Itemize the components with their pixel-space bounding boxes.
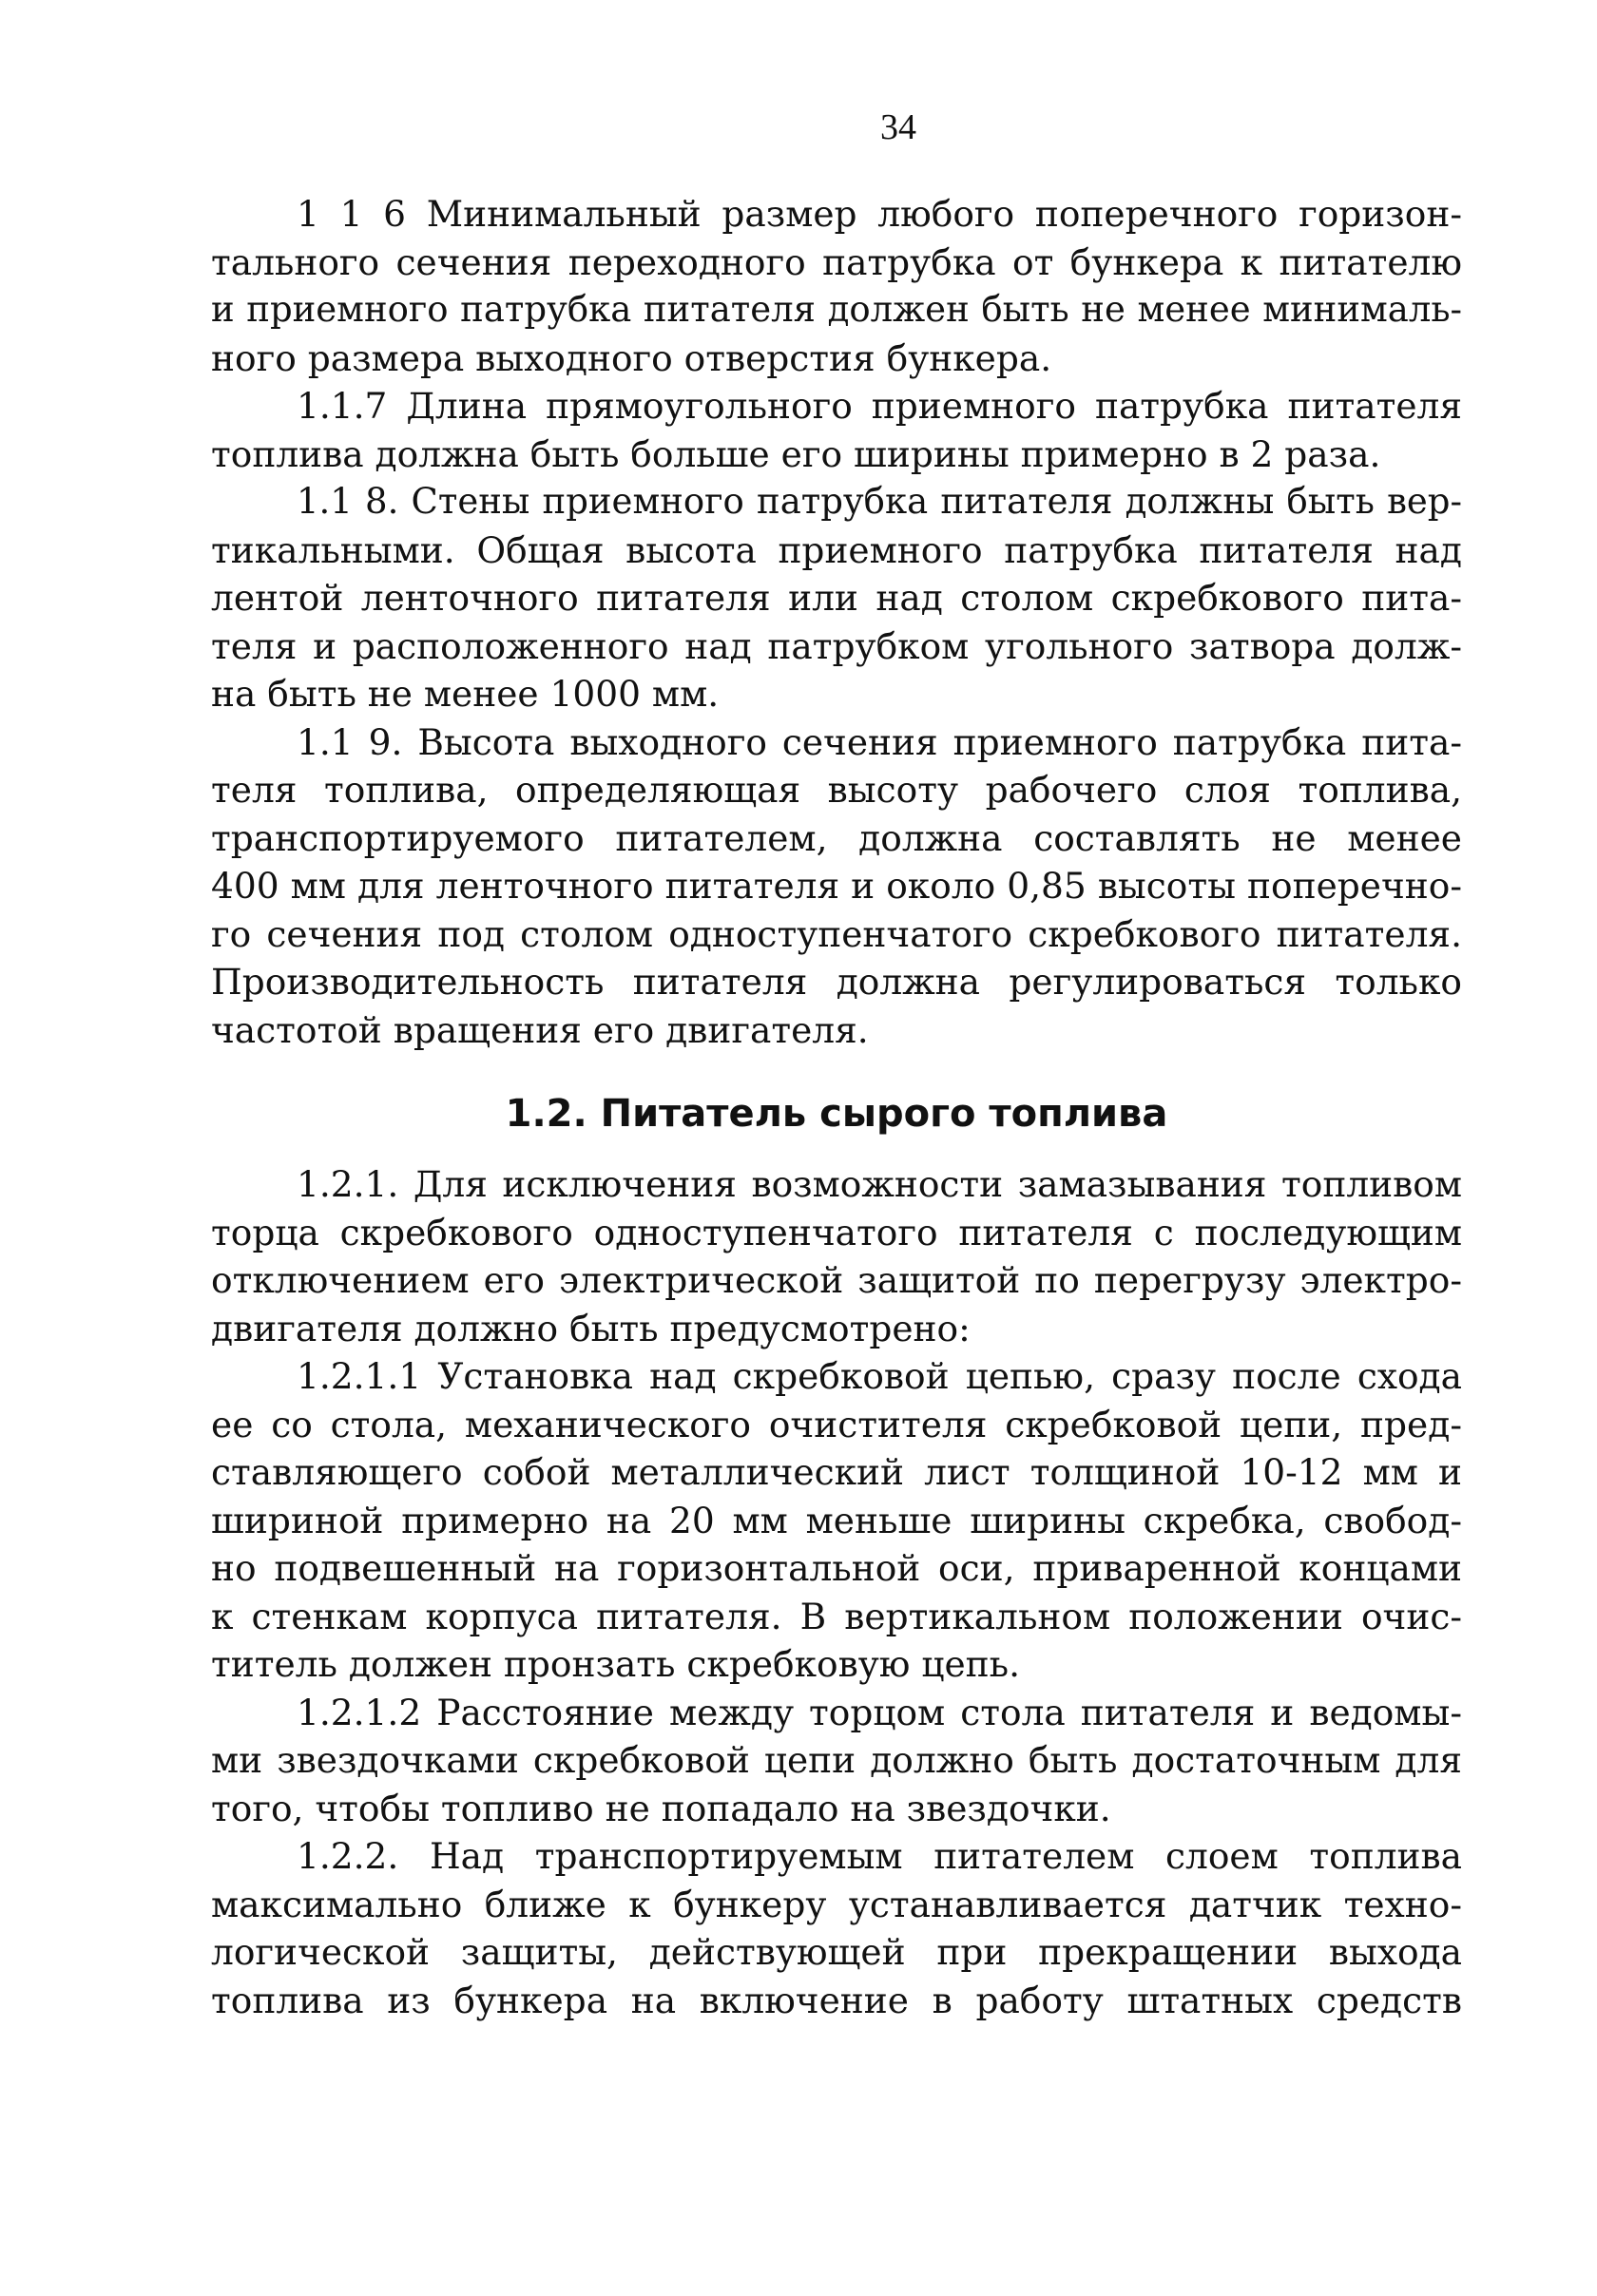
section-heading: 1.2. Питатель сырого топлива — [505, 1092, 1168, 1136]
text-line: лентой ленточного питателя или над столом скребкового пита- — [211, 577, 1462, 619]
text-line: максимально ближе к бункеру устанавливается датчик техно- — [211, 1883, 1462, 1925]
text-line: шириной примерно на 20 мм меньше ширины скребка, свобод- — [211, 1499, 1462, 1541]
text-line: тикальными. Общая высота приемного патрубка питателя над — [211, 528, 1462, 571]
text-line: титель должен пронзать скребковую цепь. — [211, 1643, 1021, 1685]
paragraph-1-2-1-2 — [211, 1689, 1462, 1833]
text-line: на быть не менее 1000 мм. — [211, 673, 720, 715]
text-line: 1.2.1. Для исключения возможности замазывания топливом — [297, 1163, 1462, 1205]
text-line: но подвешенный на горизонтальной оси, приваренной концами — [211, 1547, 1462, 1589]
text-line: того, чтобы топливо не попадало на звездочки. — [211, 1787, 1111, 1829]
paragraph-1-1-9 — [211, 718, 1462, 1055]
text-line: 1.1 8. Стены приемного патрубка питателя должны быть вер- — [297, 481, 1462, 522]
text-line: теля и расположенного над патрубком угольного затвора долж- — [211, 624, 1462, 667]
text-line: теля топлива, определяющая высоту рабочего слоя топлива, — [211, 769, 1462, 811]
text-line: торца скребкового одноступенчатого питателя с последующим — [211, 1211, 1462, 1253]
text-line: транспортируемого питателем, должна составлять не менее — [211, 816, 1462, 859]
text-line: топлива должна быть больше его ширины примерно в 2 раза. — [211, 432, 1381, 475]
paragraph-1-1-8 — [211, 478, 1462, 718]
text-line: го сечения под столом одноступенчатого скребкового питателя. — [211, 912, 1462, 955]
text-line: 1.2.2. Над транспортируемым питателем слоем топлива — [297, 1835, 1462, 1877]
text-line: двигателя должно быть предусмотрено: — [211, 1307, 971, 1349]
text-line: Производительность питателя должна регулироваться только — [211, 961, 1462, 1003]
document-body — [211, 190, 1462, 2024]
text-line: ми звездочками скребковой цепи должно быть достаточным для — [211, 1739, 1462, 1781]
text-line: ного размера выходного отверстия бункера. — [211, 336, 1052, 379]
text-line: логической защиты, действующей при прекращении выхода — [211, 1931, 1462, 1973]
text-line: 1 1 6 Минимальный размер любого поперечного горизон- — [297, 193, 1462, 235]
text-line: топлива из бункера на включение в работу штатных средств — [211, 1979, 1462, 2021]
text-line: 1.1 9. Высота выходного сечения приемного патрубка пита- — [297, 720, 1462, 763]
text-line: 1.1.7 Длина прямоугольного приемного патрубка питателя — [297, 385, 1462, 427]
text-line: к стенкам корпуса питателя. В вертикальном положении очис- — [211, 1595, 1462, 1637]
text-line: тального сечения переходного патрубка от бункера к питателю — [211, 240, 1462, 283]
text-line: отключением его электрической защитой по перегрузу электро- — [211, 1259, 1462, 1301]
paragraph-1-1-7 — [211, 382, 1462, 478]
text-line: и приемного патрубка питателя должен быть не менее минималь- — [211, 289, 1462, 330]
text-line: ее со стола, механического очистителя скребковой цепи, пред- — [211, 1403, 1462, 1445]
paragraph-1-2-1 — [211, 1160, 1462, 1352]
text-line: 1.2.1.2 Расстояние между торцом стола питателя и ведомы- — [297, 1691, 1462, 1733]
paragraph-1-2-2 — [211, 1832, 1462, 2024]
page-number: 34 — [880, 107, 916, 147]
text-line: частотой вращения его двигателя. — [211, 1008, 869, 1051]
text-line: 400 мм для ленточного питателя и около 0,85 высоты поперечно- — [211, 865, 1462, 907]
paragraph-1-2-1-1 — [211, 1352, 1462, 1689]
text-line: 1.2.1.1 Установка над скребковой цепью, сразу после схода — [297, 1355, 1462, 1397]
paragraph-1-1-6 — [211, 190, 1462, 382]
text-line: ставляющего собой металлический лист толщиной 10-12 мм и — [211, 1451, 1462, 1493]
